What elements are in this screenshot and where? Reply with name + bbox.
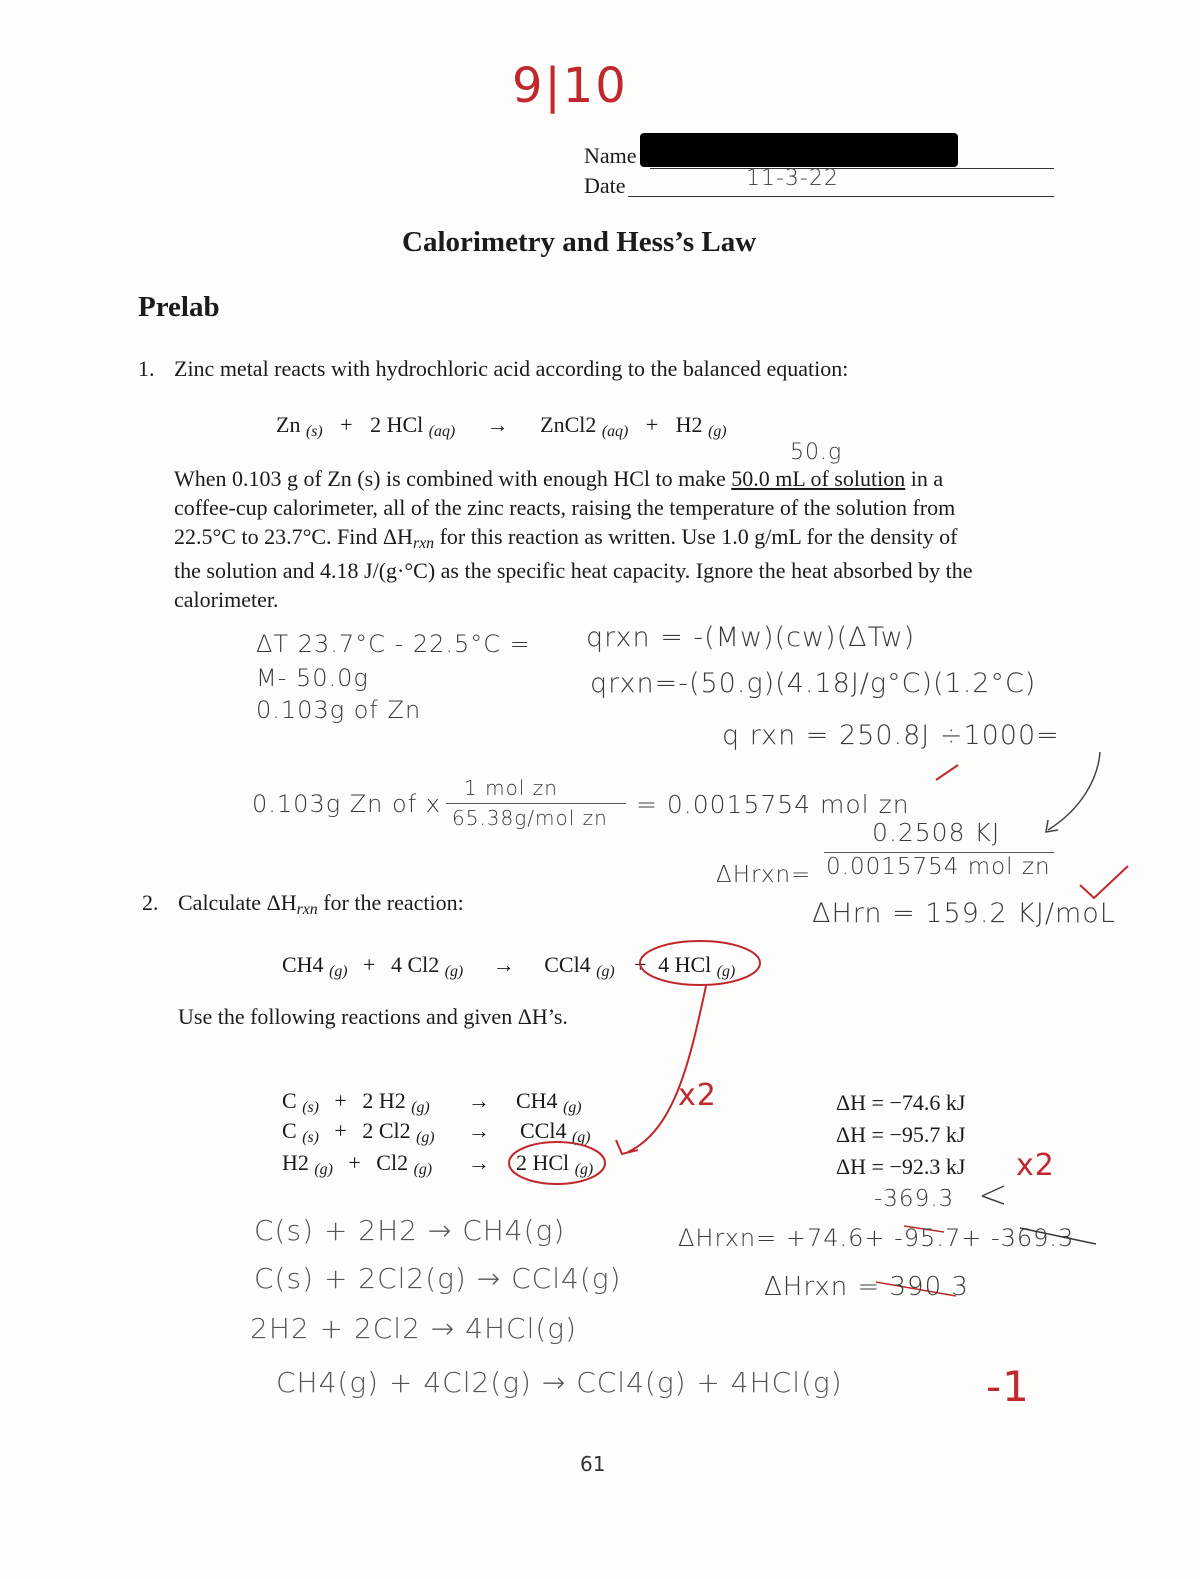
work-dh-label: ΔHrxn=: [716, 862, 812, 888]
q1-body-3a: 22.5°C to 23.7°C. Find ΔH: [174, 524, 413, 549]
rx1-lhs-a-state: (s): [302, 1098, 319, 1116]
hcl-circle-top: [640, 941, 760, 985]
work-mol-den: 65.38g/mol zn: [452, 806, 608, 830]
q2-eq-plus: +: [363, 952, 376, 977]
work-q-formula: qrxn = -(Mw)(cw)(ΔTw): [586, 622, 916, 653]
rx1-rhs-state: (g): [563, 1098, 582, 1116]
date-value: 11-3-22: [746, 166, 839, 191]
q2-use-text: Use the following reactions and given ΔH’s.: [178, 1004, 568, 1029]
work2-line1: C(s) + 2H2 → CH4(g): [254, 1214, 566, 1247]
eq-zn: Zn: [276, 412, 301, 437]
checkmark-1: [1080, 866, 1128, 898]
q2-eq-ccl4: CCl4: [544, 952, 591, 977]
eq-plus-2: +: [645, 412, 659, 437]
work-zn-mass: 0.103g of Zn: [256, 696, 422, 724]
q1-body-3b: for this reaction as written. Use 1.0 g/mL for the density of: [434, 524, 958, 549]
hcl-circle-bottom: [509, 1142, 605, 1184]
q1-body-1a: When 0.103 g of Zn (s) is combined with enough HCl to make: [174, 466, 732, 491]
work-mol-start: 0.103g Zn of x: [252, 790, 441, 818]
rx3-lhs-a-state: (g): [314, 1160, 333, 1178]
q2-eq-hcl: 4 HCl: [658, 952, 712, 977]
link-arrowhead: [616, 1140, 638, 1154]
deduction-mark: -1: [986, 1362, 1030, 1411]
rx2-arrow: →: [468, 1118, 490, 1143]
eq-hcl: 2 HCl: [370, 412, 424, 437]
rx2-lhs-b-state: (g): [416, 1128, 435, 1146]
annot-369: -369.3: [874, 1186, 955, 1212]
rx1-lhs-a: C: [282, 1088, 297, 1113]
work-delta-t: ΔT 23.7°C - 22.5°C =: [256, 630, 531, 658]
work2-line4: CH4(g) + 4Cl2(g) → CCl4(g) + 4HCl(g): [276, 1366, 843, 1399]
annot-sum: ΔHrxn= +74.6+ -95.7+ -369.3: [678, 1224, 1075, 1252]
link-arrow: [628, 986, 706, 1152]
rx3-rhs: 2 HCl: [516, 1150, 570, 1175]
rx2-lhs-a: C: [282, 1118, 297, 1143]
pencil-arrow-right: [1048, 752, 1100, 830]
rx1-dh: ΔH = −74.6 kJ: [836, 1090, 966, 1115]
rx3-plus: +: [348, 1150, 361, 1175]
work-q-result: q rxn = 250.8J ÷1000=: [722, 720, 1060, 751]
work-q-sub: qrxn=-(50.g)(4.18J/g°C)(1.2°C): [590, 668, 1037, 699]
rx2-rhs: CCl4: [520, 1118, 567, 1143]
q1-body-2: coffee-cup calorimeter, all of the zinc reacts, raising the temperature of the solution from: [174, 495, 956, 520]
q2-eq-hcl-state: (g): [716, 962, 736, 980]
pencil-arrow-369: [982, 1186, 1004, 1204]
q2-eq-cl2-state: (g): [444, 962, 464, 980]
work-dh-den: 0.0015754 mol zn: [826, 854, 1051, 880]
q1-body-5: calorimeter.: [174, 587, 279, 612]
page-title: Calorimetry and Hess’s Law: [402, 226, 757, 258]
q2-prompt-a: Calculate ΔH: [178, 890, 297, 915]
work-mass: M- 50.0g: [256, 664, 369, 692]
q2-eq-ch4-state: (g): [329, 962, 348, 980]
rx3-lhs-b: Cl2: [376, 1150, 409, 1175]
eq-arrow: →: [486, 412, 509, 437]
work-kj: 0.2508 KJ: [872, 818, 1001, 847]
q1-body-1b: in a: [905, 466, 944, 491]
rx3-dh: ΔH = −92.3 kJ: [836, 1154, 966, 1179]
rx2-dh: ΔH = −95.7 kJ: [836, 1122, 966, 1147]
rx2-lhs-a-state: (s): [302, 1128, 319, 1146]
checkmark-2: [936, 765, 958, 780]
annot-x2-right: x2: [1016, 1148, 1055, 1183]
q2-eq-ch4: CH4: [282, 952, 324, 977]
annot-mass: 50.g: [790, 440, 843, 465]
pencil-arrow-right-head: [1046, 820, 1058, 832]
rx3-rhs-state: (g): [574, 1160, 594, 1178]
q2-eq-plus-2: +: [634, 952, 647, 977]
rx1-lhs-b-state: (g): [411, 1098, 430, 1116]
q1-number: 1.: [138, 356, 155, 381]
rx1-plus: +: [334, 1088, 347, 1113]
page-number: 61: [580, 1452, 606, 1476]
work-dh-result: ΔHrn = 159.2 KJ/moL: [812, 898, 1116, 929]
rx2-rhs-state: (g): [571, 1128, 591, 1146]
work2-line3: 2H2 + 2Cl2 → 4HCl(g): [250, 1312, 578, 1345]
q2-prompt-b: for the reaction:: [317, 890, 464, 915]
grade-mark: 9|10: [512, 58, 628, 114]
section-heading: Prelab: [138, 291, 220, 323]
rx3-lhs-b-state: (g): [413, 1160, 433, 1178]
q2-eq-arrow: →: [492, 952, 515, 977]
work-mol-result: = 0.0015754 mol zn: [636, 790, 910, 819]
rx1-arrow: →: [468, 1088, 490, 1113]
q1-prompt: Zinc metal reacts with hydrochloric acid according to the balanced equation:: [174, 356, 849, 381]
q1-body-4: the solution and 4.18 J/(g·°C) as the specific heat capacity. Ignore the heat absorbed by the: [174, 558, 973, 583]
q2-number: 2.: [142, 890, 159, 915]
q2-prompt-sub: rxn: [296, 900, 318, 918]
eq-zncl2-state: (aq): [601, 422, 629, 440]
rx3-arrow: →: [468, 1150, 490, 1175]
rx1-rhs: CH4: [516, 1088, 558, 1113]
work-mol-num: 1 mol zn: [464, 776, 558, 800]
eq-h2: H2: [675, 412, 703, 437]
rx1-lhs-b: 2 H2: [362, 1088, 406, 1113]
date-label: Date: [584, 173, 626, 198]
q2-eq-cl2: 4 Cl2: [390, 952, 440, 977]
eq-zncl2: ZnCl2: [540, 412, 597, 437]
annot-result: ΔHrxn = 390.3: [764, 1272, 969, 1302]
rx2-plus: +: [334, 1118, 347, 1143]
annot-x2-left: x2: [678, 1078, 717, 1113]
q1-body-1u: 50.0 mL of solution: [731, 466, 906, 491]
name-label: Name: [584, 143, 637, 168]
eq-hcl-state: (aq): [428, 422, 456, 440]
work2-line2: C(s) + 2Cl2(g) → CCl4(g): [254, 1262, 622, 1295]
eq-zn-state: (s): [305, 422, 323, 440]
q1-body-3sub: rxn: [412, 534, 435, 552]
q2-eq-ccl4-state: (g): [596, 962, 615, 980]
rx2-lhs-b: 2 Cl2: [362, 1118, 411, 1143]
eq-h2-state: (g): [708, 422, 727, 440]
eq-plus: +: [340, 412, 353, 437]
rx3-lhs-a: H2: [282, 1150, 309, 1175]
